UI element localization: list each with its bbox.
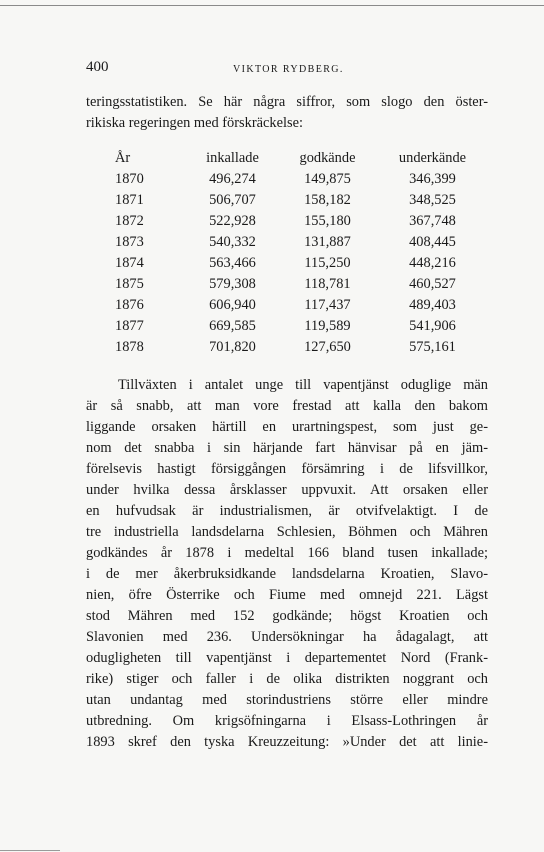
conscription-table	[115, 148, 490, 358]
text-line: liggande orsaken härtill en urartningspest, som just ge-	[86, 419, 488, 435]
column-header-rejected: underkände	[398, 150, 467, 166]
column-header-approved: godkände	[299, 150, 356, 166]
year-cell: 1875	[115, 276, 144, 292]
text-line: teringsstatistiken. Se här några siffror, som slogo den öster-	[86, 94, 488, 110]
text-line: förelsevis hastigt försiggången försämring i de lifsvillkor,	[86, 461, 488, 477]
text-line: Tillväxten i antalet unge till vapentjänst oduglige män	[118, 377, 488, 393]
text-line: Slavonien med 236. Undersökningar ha ådagalagt, att	[86, 629, 488, 645]
year-cell: 1874	[115, 255, 144, 271]
text-line: utan undantag med storindustriens större eller mindre	[86, 692, 488, 708]
table-row	[115, 295, 490, 316]
approved-cell: 131,887	[304, 234, 351, 250]
intro-paragraph	[86, 92, 488, 134]
table-row	[115, 190, 490, 211]
called-up-cell: 540,332	[209, 234, 256, 250]
rejected-cell: 489,403	[409, 297, 456, 313]
text-line: odugligheten till vapentjänst i departementet Nord (Frank-	[86, 650, 488, 666]
column-header-year: År	[115, 150, 131, 166]
text-line: rikiska regeringen med förskräckelse:	[86, 115, 303, 131]
text-line: 1893 skref den tyska Kreuzzeitung: »Under det att linie-	[86, 734, 488, 750]
year-cell: 1876	[115, 297, 144, 313]
text-line: under hvilka dessa årsklasser uppvuxit. Att orsaken eller	[86, 482, 488, 498]
rejected-cell: 367,748	[409, 213, 456, 229]
approved-cell: 155,180	[304, 213, 351, 229]
running-title: VIKTOR RYDBERG.	[233, 64, 344, 75]
year-cell: 1878	[115, 339, 144, 355]
bottom-rule	[0, 850, 60, 851]
approved-cell: 118,781	[304, 276, 351, 292]
text-line: i de mer åkerbruksidkande landsdelarna Kroatien, Slavo-	[86, 566, 488, 582]
rejected-cell: 460,527	[409, 276, 456, 292]
table-row	[115, 232, 490, 253]
rejected-cell: 408,445	[409, 234, 456, 250]
text-line: godkändes år 1878 i medeltal 166 bland tusen inkallade;	[86, 545, 488, 561]
year-cell: 1872	[115, 213, 144, 229]
table-row	[115, 169, 490, 190]
approved-cell: 119,589	[304, 318, 351, 334]
called-up-cell: 506,707	[209, 192, 256, 208]
called-up-cell: 579,308	[209, 276, 256, 292]
rejected-cell: 575,161	[409, 339, 456, 355]
top-rule	[0, 5, 544, 6]
called-up-cell: 522,928	[209, 213, 256, 229]
approved-cell: 117,437	[304, 297, 351, 313]
year-cell: 1873	[115, 234, 144, 250]
rejected-cell: 541,906	[409, 318, 456, 334]
approved-cell: 149,875	[304, 171, 351, 187]
table-row	[115, 274, 490, 295]
body-paragraph	[86, 375, 488, 753]
table-row	[115, 337, 490, 358]
year-cell: 1871	[115, 192, 144, 208]
called-up-cell: 701,820	[209, 339, 256, 355]
text-line: stod Mähren med 152 godkände; högst Kroatien och	[86, 608, 488, 624]
page-number: 400	[86, 59, 109, 75]
rejected-cell: 448,216	[409, 255, 456, 271]
text-line: nom det snabba i sin härjande fart hänvisar på en jäm-	[86, 440, 488, 456]
year-cell: 1870	[115, 171, 144, 187]
approved-cell: 158,182	[304, 192, 351, 208]
text-line: rike) stiger och faller i de olika distrikten noggrant och	[86, 671, 488, 687]
table-header-row	[115, 148, 490, 169]
table-row	[115, 316, 490, 337]
table-row	[115, 211, 490, 232]
text-line: en hufvudsak är industrialismen, är otvifvelaktigt. I de	[86, 503, 488, 519]
table-row	[115, 253, 490, 274]
called-up-cell: 669,585	[209, 318, 256, 334]
year-cell: 1877	[115, 318, 144, 334]
text-line: är så snabb, att man vore frestad att kalla den bakom	[86, 398, 488, 414]
text-line: nien, öfre Österrike och Fiume med omnejd 221. Lägst	[86, 587, 488, 603]
approved-cell: 115,250	[304, 255, 351, 271]
rejected-cell: 346,399	[409, 171, 456, 187]
text-line: tre industriella landsdelarna Schlesien, Böhmen och Mähren	[86, 524, 488, 540]
called-up-cell: 496,274	[209, 171, 256, 187]
called-up-cell: 563,466	[209, 255, 256, 271]
text-line: utbredning. Om krigsöfningarna i Elsass-Lothringen år	[86, 713, 488, 729]
rejected-cell: 348,525	[409, 192, 456, 208]
column-header-called-up: inkallade	[206, 150, 259, 166]
called-up-cell: 606,940	[209, 297, 256, 313]
approved-cell: 127,650	[304, 339, 351, 355]
page-header	[86, 59, 486, 81]
